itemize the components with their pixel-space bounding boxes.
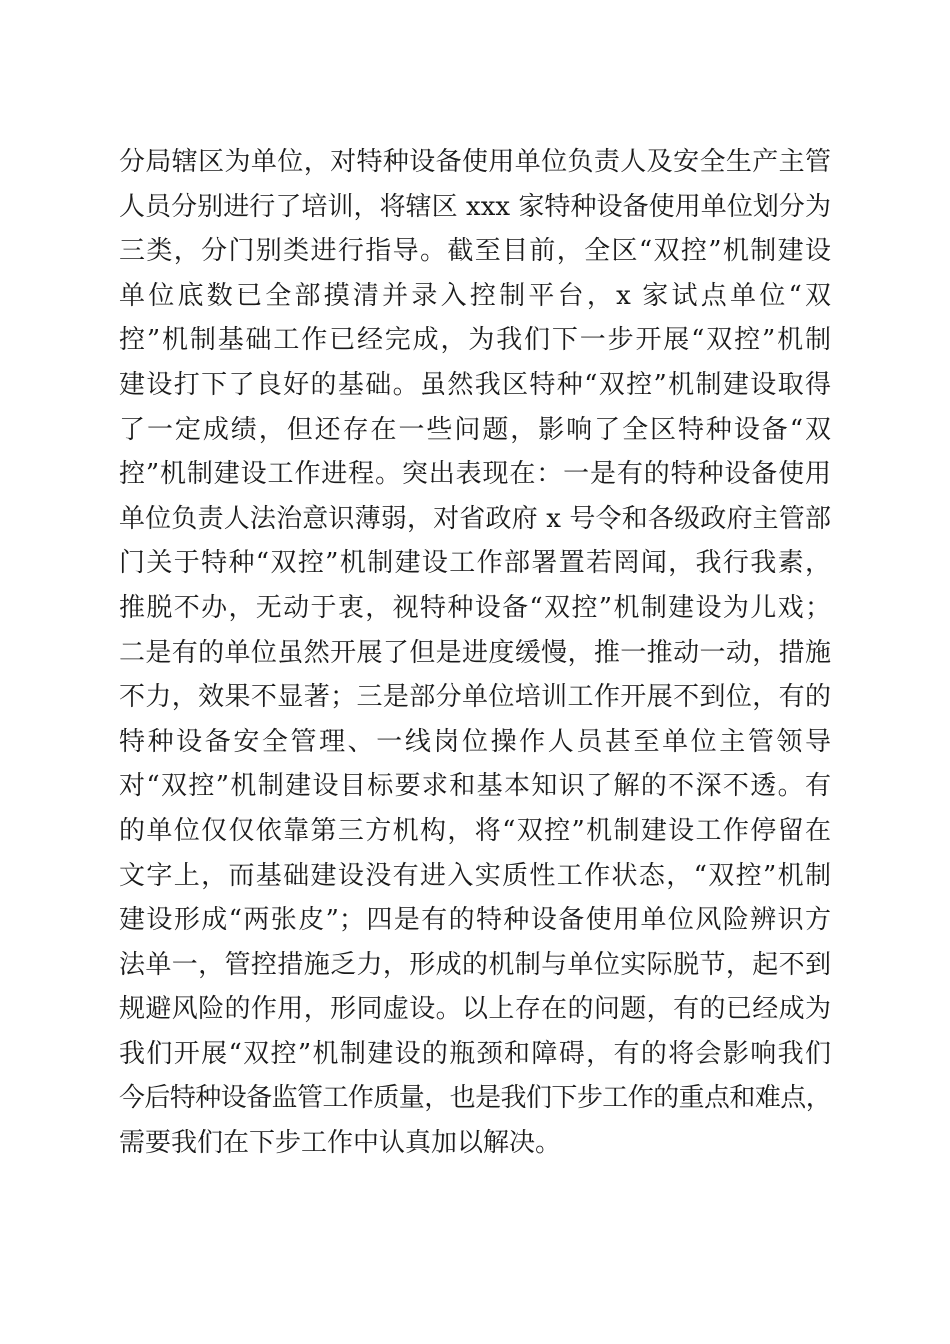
text-line: 人员分别进行了培训，将辖区 xxx 家特种设备使用单位划分为 [119, 191, 831, 222]
text-line: 建设形成“两张皮”；四是有的特种设备使用单位风险辨识方 [119, 905, 831, 936]
text-line: 的单位仅仅依靠第三方机构，将“双控”机制建设工作停留在 [119, 815, 831, 846]
text-line: 了一定成绩，但还存在一些问题，影响了全区特种设备“双 [119, 414, 831, 445]
text-line: 对“双控”机制建设目标要求和基本知识了解的不深不透。有 [119, 771, 831, 802]
text-line: 推脱不办，无动于衷，视特种设备“双控”机制建设为儿戏； [119, 592, 831, 623]
text-line: 不力，效果不显著；三是部分单位培训工作开展不到位，有的 [119, 682, 831, 713]
text-line: 三类，分门别类进行指导。截至目前，全区“双控”机制建设 [119, 236, 831, 267]
body-paragraph [119, 140, 831, 1166]
text-line: 控”机制基础工作已经完成，为我们下一步开展“双控”机制 [119, 325, 831, 356]
text-line: 需要我们在下步工作中认真加以解决。 [119, 1128, 562, 1159]
text-line: 今后特种设备监管工作质量，也是我们下步工作的重点和难点， [119, 1083, 831, 1114]
text-line: 二是有的单位虽然开展了但是进度缓慢，推一推动一动，措施 [119, 637, 831, 668]
text-line: 规避风险的作用，形同虚设。以上存在的问题，有的已经成为 [119, 994, 831, 1025]
text-line: 建设打下了良好的基础。虽然我区特种“双控”机制建设取得 [119, 369, 831, 400]
text-line: 特种设备安全管理、一线岗位操作人员甚至单位主管领导 [119, 726, 831, 757]
text-line: 单位负责人法治意识薄弱，对省政府 x 号令和各级政府主管部 [119, 503, 831, 534]
text-line: 门关于特种“双控”机制建设工作部署置若罔闻，我行我素， [119, 548, 831, 579]
text-line: 我们开展“双控”机制建设的瓶颈和障碍，有的将会影响我们 [119, 1038, 831, 1069]
text-line: 控”机制建设工作进程。突出表现在：一是有的特种设备使用 [119, 459, 831, 490]
text-line: 文字上，而基础建设没有进入实质性工作状态，“双控”机制 [119, 860, 831, 891]
text-line: 法单一，管控措施乏力，形成的机制与单位实际脱节，起不到 [119, 949, 831, 980]
text-line: 单位底数已全部摸清并录入控制平台，x 家试点单位“双 [119, 280, 831, 311]
text-line: 分局辖区为单位，对特种设备使用单位负责人及安全生产主管 [119, 147, 831, 177]
